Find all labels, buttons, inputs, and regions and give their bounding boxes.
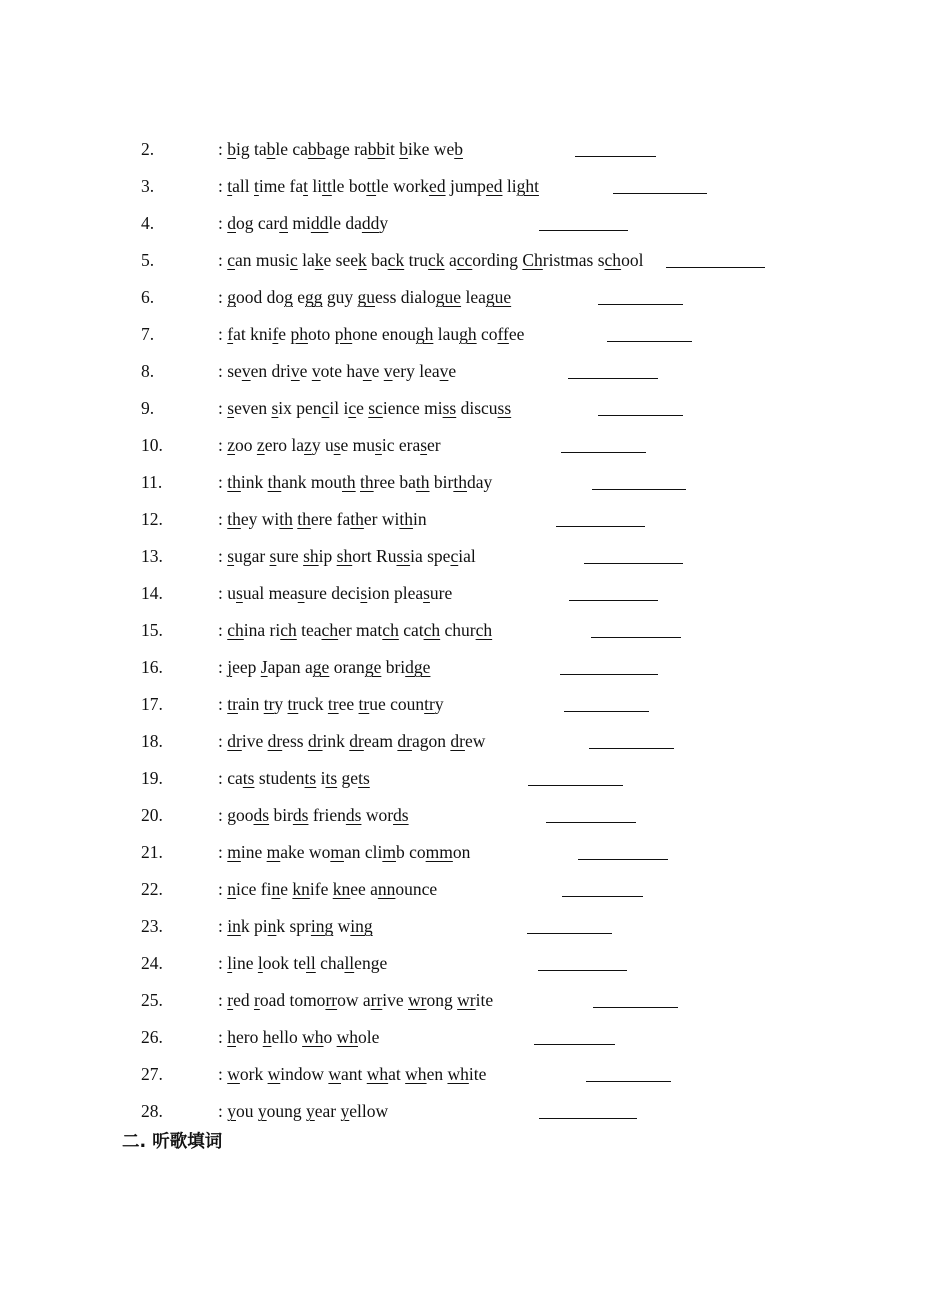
section-title: 二. 听歌填词 bbox=[122, 1132, 223, 1152]
item-number: 22. bbox=[141, 879, 163, 899]
highlighted-letters: gue bbox=[435, 287, 462, 307]
highlighted-letters: ts bbox=[304, 768, 317, 788]
highlighted-letters: dr bbox=[397, 731, 412, 751]
highlighted-letters: ing bbox=[350, 916, 373, 936]
example-words: : drive dress drink dream dragon drew bbox=[218, 731, 486, 751]
exercise-row bbox=[0, 763, 950, 793]
highlighted-letters: ph bbox=[334, 324, 353, 344]
highlighted-letters: th bbox=[267, 472, 282, 492]
item-number: 10. bbox=[141, 435, 163, 455]
highlighted-letters: v bbox=[439, 361, 449, 381]
highlighted-letters: k bbox=[358, 250, 367, 270]
highlighted-letters: ll bbox=[344, 953, 355, 973]
highlighted-letters: ll bbox=[306, 953, 316, 973]
item-number: 2. bbox=[141, 139, 155, 159]
highlighted-letters: ts bbox=[325, 768, 338, 788]
answer-blank[interactable] bbox=[607, 341, 692, 342]
highlighted-letters: ff bbox=[497, 324, 509, 344]
highlighted-letters: l bbox=[227, 953, 233, 973]
highlighted-letters: ss bbox=[497, 398, 512, 418]
highlighted-letters: th bbox=[227, 472, 241, 492]
highlighted-letters: s bbox=[236, 583, 243, 603]
exercise-row bbox=[0, 837, 950, 867]
item-number: 14. bbox=[141, 583, 163, 603]
exercise-row bbox=[0, 171, 950, 201]
highlighted-letters: k bbox=[314, 250, 324, 270]
answer-blank[interactable] bbox=[539, 1118, 637, 1119]
highlighted-letters: v bbox=[311, 361, 321, 381]
item-number: 21. bbox=[141, 842, 163, 862]
highlighted-letters: f bbox=[227, 324, 234, 344]
example-words: : zoo zero lazy use music eraser bbox=[218, 435, 441, 455]
exercise-row bbox=[0, 541, 950, 571]
item-number: 15. bbox=[141, 620, 163, 640]
exercise-row bbox=[0, 319, 950, 349]
answer-blank[interactable] bbox=[528, 785, 623, 786]
answer-blank[interactable] bbox=[569, 600, 658, 601]
highlighted-letters: b bbox=[227, 139, 236, 159]
example-words: : seven drive vote have very leave bbox=[218, 361, 457, 381]
exercise-row bbox=[0, 356, 950, 386]
highlighted-letters: z bbox=[227, 435, 236, 455]
highlighted-letters: ts bbox=[358, 768, 370, 788]
answer-blank[interactable] bbox=[546, 822, 636, 823]
example-words: : usual measure decision pleasure bbox=[218, 583, 453, 603]
highlighted-letters: ght bbox=[516, 176, 539, 196]
highlighted-letters: ch bbox=[423, 620, 441, 640]
exercise-row bbox=[0, 948, 950, 978]
answer-blank[interactable] bbox=[527, 933, 612, 934]
highlighted-letters: ds bbox=[292, 805, 309, 825]
highlighted-letters: th bbox=[297, 509, 311, 529]
example-words: : goods birds friends words bbox=[218, 805, 409, 825]
highlighted-letters: t bbox=[303, 176, 308, 196]
highlighted-letters: bb bbox=[307, 139, 326, 159]
highlighted-letters: y bbox=[306, 1101, 315, 1121]
example-words: : seven six pencil ice science miss discuss bbox=[218, 398, 512, 418]
example-words: : think thank mouth three bath birthday bbox=[218, 472, 493, 492]
highlighted-letters: gh bbox=[415, 324, 434, 344]
highlighted-letters: ing bbox=[310, 916, 334, 936]
highlighted-letters: rr bbox=[370, 990, 383, 1010]
highlighted-letters: gh bbox=[459, 324, 477, 344]
highlighted-letters: ck bbox=[428, 250, 445, 270]
highlighted-letters: Ch bbox=[522, 250, 543, 270]
highlighted-letters: z bbox=[304, 435, 312, 455]
highlighted-letters: wh bbox=[302, 1027, 324, 1047]
highlighted-letters: dge bbox=[405, 657, 431, 677]
highlighted-letters: c bbox=[321, 398, 330, 418]
highlighted-letters: ds bbox=[253, 805, 270, 825]
highlighted-letters: ss bbox=[442, 398, 457, 418]
highlighted-letters: s bbox=[420, 435, 428, 455]
example-words: : red road tomorrow arrive wrong write bbox=[218, 990, 494, 1010]
highlighted-letters: th bbox=[360, 472, 374, 492]
highlighted-letters: dr bbox=[307, 731, 323, 751]
highlighted-letters: ch bbox=[475, 620, 493, 640]
exercise-row bbox=[0, 1059, 950, 1089]
highlighted-letters: ge bbox=[312, 657, 330, 677]
example-words: : cats students its gets bbox=[218, 768, 370, 788]
exercise-row bbox=[0, 800, 950, 830]
highlighted-letters: b bbox=[399, 139, 409, 159]
highlighted-letters: ge bbox=[364, 657, 382, 677]
exercise-row bbox=[0, 1022, 950, 1052]
example-words: : you young year yellow bbox=[218, 1101, 389, 1121]
example-words: : fat knife photo phone enough laugh coffee bbox=[218, 324, 525, 344]
highlighted-letters: tr bbox=[263, 694, 275, 714]
exercise-row bbox=[0, 504, 950, 534]
highlighted-letters: b bbox=[454, 139, 463, 159]
highlighted-letters: ck bbox=[387, 250, 405, 270]
highlighted-letters: w bbox=[227, 1064, 240, 1084]
answer-blank[interactable] bbox=[591, 637, 681, 638]
highlighted-letters: c bbox=[227, 250, 236, 270]
highlighted-letters: s bbox=[333, 435, 341, 455]
highlighted-letters: h bbox=[227, 1027, 236, 1047]
highlighted-letters: c bbox=[450, 546, 459, 566]
item-number: 27. bbox=[141, 1064, 163, 1084]
highlighted-letters: v bbox=[241, 361, 251, 381]
highlighted-letters: ed bbox=[485, 176, 503, 196]
example-words: : china rich teacher match catch church bbox=[218, 620, 493, 640]
highlighted-letters: tr bbox=[227, 694, 238, 714]
highlighted-letters: y bbox=[227, 1101, 236, 1121]
highlighted-letters: s bbox=[423, 583, 430, 603]
item-number: 4. bbox=[141, 213, 155, 233]
highlighted-letters: bb bbox=[367, 139, 386, 159]
answer-blank[interactable] bbox=[561, 452, 646, 453]
item-number: 26. bbox=[141, 1027, 163, 1047]
example-words: : line look tell challenge bbox=[218, 953, 388, 973]
highlighted-letters: sh bbox=[336, 546, 353, 566]
answer-blank[interactable] bbox=[534, 1044, 615, 1045]
highlighted-letters: tr bbox=[424, 694, 435, 714]
highlighted-letters: j bbox=[227, 657, 233, 677]
item-number: 16. bbox=[141, 657, 163, 677]
item-number: 23. bbox=[141, 916, 163, 936]
highlighted-letters: ss bbox=[396, 546, 411, 566]
example-words: : nice fine knife knee announce bbox=[218, 879, 438, 899]
highlighted-letters: s bbox=[375, 435, 382, 455]
highlighted-letters: th bbox=[342, 472, 356, 492]
example-words: : work window want what when white bbox=[218, 1064, 487, 1084]
highlighted-letters: h bbox=[262, 1027, 272, 1047]
item-number: 11. bbox=[141, 472, 163, 492]
highlighted-letters: dr bbox=[450, 731, 465, 751]
exercise-row bbox=[0, 245, 950, 275]
highlighted-letters: d bbox=[227, 213, 236, 233]
example-words: : train try truck tree true country bbox=[218, 694, 444, 714]
example-words: : they with there father within bbox=[218, 509, 427, 529]
answer-blank[interactable] bbox=[589, 748, 674, 749]
highlighted-letters: d bbox=[279, 213, 288, 233]
example-words: : can music lake seek back truck according Christmas school bbox=[218, 250, 644, 270]
highlighted-letters: m bbox=[266, 842, 281, 862]
highlighted-letters: ch bbox=[280, 620, 297, 640]
highlighted-letters: n bbox=[227, 879, 236, 899]
answer-blank[interactable] bbox=[568, 378, 658, 379]
highlighted-letters: gg bbox=[305, 287, 323, 307]
example-words: : ink pink spring wing bbox=[218, 916, 373, 936]
highlighted-letters: tr bbox=[358, 694, 370, 714]
example-words: : hero hello who whole bbox=[218, 1027, 380, 1047]
answer-blank[interactable] bbox=[578, 859, 668, 860]
answer-blank[interactable] bbox=[562, 896, 643, 897]
highlighted-letters: c bbox=[289, 250, 298, 270]
example-words: : big table cabbage rabbit bike web bbox=[218, 139, 463, 159]
highlighted-letters: tr bbox=[287, 694, 299, 714]
highlighted-letters: ch bbox=[227, 620, 244, 640]
answer-blank[interactable] bbox=[666, 267, 765, 268]
highlighted-letters: m bbox=[227, 842, 241, 862]
highlighted-letters: dd bbox=[310, 213, 329, 233]
answer-blank[interactable] bbox=[586, 1081, 671, 1082]
highlighted-letters: gue bbox=[485, 287, 512, 307]
example-words: : jeep Japan age orange bridge bbox=[218, 657, 431, 677]
item-number: 18. bbox=[141, 731, 163, 751]
highlighted-letters: y bbox=[257, 1101, 267, 1121]
highlighted-letters: ds bbox=[393, 805, 409, 825]
highlighted-letters: s bbox=[227, 546, 235, 566]
answer-blank[interactable] bbox=[598, 415, 683, 416]
exercise-row bbox=[0, 467, 950, 497]
highlighted-letters: wh bbox=[336, 1027, 359, 1047]
example-words: : good dog egg guy guess dialogue league bbox=[218, 287, 512, 307]
highlighted-letters: kn bbox=[332, 879, 351, 899]
highlighted-letters: ph bbox=[290, 324, 308, 344]
exercise-row bbox=[0, 652, 950, 682]
highlighted-letters: th bbox=[415, 472, 430, 492]
highlighted-letters: s bbox=[271, 398, 279, 418]
highlighted-letters: kn bbox=[292, 879, 310, 899]
item-number: 5. bbox=[141, 250, 155, 270]
highlighted-letters: tt bbox=[322, 176, 332, 196]
highlighted-letters: w bbox=[328, 1064, 341, 1084]
highlighted-letters: tr bbox=[327, 694, 339, 714]
exercise-row bbox=[0, 578, 950, 608]
exercise-row bbox=[0, 134, 950, 164]
highlighted-letters: r bbox=[253, 990, 260, 1010]
highlighted-letters: sh bbox=[303, 546, 319, 566]
answer-blank[interactable] bbox=[598, 304, 683, 305]
item-number: 3. bbox=[141, 176, 155, 196]
highlighted-letters: th bbox=[279, 509, 293, 529]
exercise-row bbox=[0, 430, 950, 460]
highlighted-letters: w bbox=[267, 1064, 281, 1084]
highlighted-letters: rr bbox=[325, 990, 338, 1010]
highlighted-letters: r bbox=[227, 990, 234, 1010]
highlighted-letters: m bbox=[330, 842, 344, 862]
highlighted-letters: s bbox=[297, 583, 305, 603]
highlighted-letters: dr bbox=[227, 731, 242, 751]
item-number: 8. bbox=[141, 361, 155, 381]
highlighted-letters: v bbox=[383, 361, 393, 381]
highlighted-letters: wh bbox=[366, 1064, 389, 1084]
highlighted-letters: wh bbox=[447, 1064, 469, 1084]
highlighted-letters: wr bbox=[408, 990, 427, 1010]
highlighted-letters: wr bbox=[457, 990, 476, 1010]
highlighted-letters: s bbox=[269, 546, 277, 566]
highlighted-letters: ch bbox=[382, 620, 399, 640]
highlighted-letters: f bbox=[272, 324, 279, 344]
item-number: 19. bbox=[141, 768, 163, 788]
highlighted-letters: dd bbox=[361, 213, 380, 233]
exercise-row bbox=[0, 208, 950, 238]
highlighted-letters: th bbox=[399, 509, 413, 529]
item-number: 9. bbox=[141, 398, 155, 418]
item-number: 13. bbox=[141, 546, 163, 566]
highlighted-letters: in bbox=[227, 916, 241, 936]
item-number: 24. bbox=[141, 953, 163, 973]
highlighted-letters: t bbox=[227, 176, 233, 196]
highlighted-letters: g bbox=[227, 287, 236, 307]
answer-blank[interactable] bbox=[593, 1007, 678, 1008]
highlighted-letters: dr bbox=[267, 731, 283, 751]
highlighted-letters: tt bbox=[366, 176, 377, 196]
highlighted-letters: y bbox=[340, 1101, 350, 1121]
item-number: 12. bbox=[141, 509, 163, 529]
exercise-row bbox=[0, 1096, 950, 1126]
item-number: 6. bbox=[141, 287, 155, 307]
answer-blank[interactable] bbox=[556, 526, 645, 527]
highlighted-letters: g bbox=[284, 287, 293, 307]
highlighted-letters: th bbox=[227, 509, 241, 529]
answer-blank[interactable] bbox=[538, 970, 627, 971]
highlighted-letters: b bbox=[266, 139, 276, 159]
item-number: 7. bbox=[141, 324, 155, 344]
highlighted-letters: ts bbox=[242, 768, 255, 788]
example-words: : mine make woman climb common bbox=[218, 842, 471, 862]
answer-blank[interactable] bbox=[575, 156, 656, 157]
example-words: : dog card middle daddy bbox=[218, 213, 389, 233]
exercise-row bbox=[0, 985, 950, 1015]
exercise-row bbox=[0, 615, 950, 645]
highlighted-letters: ds bbox=[345, 805, 362, 825]
highlighted-letters: th bbox=[453, 472, 467, 492]
highlighted-letters: l bbox=[257, 953, 263, 973]
highlighted-letters: dr bbox=[349, 731, 364, 751]
highlighted-letters: th bbox=[350, 509, 364, 529]
highlighted-letters: t bbox=[254, 176, 259, 196]
example-words: : tall time fat little bottle worked jumped light bbox=[218, 176, 539, 196]
answer-blank[interactable] bbox=[560, 674, 658, 675]
highlighted-letters: J bbox=[260, 657, 268, 677]
highlighted-letters: v bbox=[362, 361, 372, 381]
item-number: 17. bbox=[141, 694, 163, 714]
answer-blank[interactable] bbox=[613, 193, 707, 194]
highlighted-letters: s bbox=[360, 583, 368, 603]
highlighted-letters: n bbox=[267, 916, 277, 936]
highlighted-letters: v bbox=[290, 361, 300, 381]
exercise-row bbox=[0, 874, 950, 904]
highlighted-letters: cc bbox=[456, 250, 473, 270]
answer-blank[interactable] bbox=[592, 489, 686, 490]
highlighted-letters: ed bbox=[429, 176, 446, 196]
item-number: 25. bbox=[141, 990, 163, 1010]
highlighted-letters: m bbox=[382, 842, 396, 862]
exercise-row bbox=[0, 726, 950, 756]
highlighted-letters: mm bbox=[425, 842, 453, 862]
highlighted-letters: n bbox=[271, 879, 281, 899]
highlighted-letters: z bbox=[256, 435, 265, 455]
exercise-row bbox=[0, 689, 950, 719]
highlighted-letters: gu bbox=[357, 287, 376, 307]
answer-blank[interactable] bbox=[584, 563, 683, 564]
exercise-row bbox=[0, 911, 950, 941]
item-number: 20. bbox=[141, 805, 163, 825]
exercise-row bbox=[0, 393, 950, 423]
exercise-row bbox=[0, 282, 950, 312]
highlighted-letters: s bbox=[227, 398, 235, 418]
example-words: : sugar sure ship short Russia special bbox=[218, 546, 476, 566]
answer-blank[interactable] bbox=[564, 711, 649, 712]
highlighted-letters: sc bbox=[368, 398, 383, 418]
highlighted-letters: ch bbox=[604, 250, 622, 270]
highlighted-letters: nn bbox=[377, 879, 396, 899]
answer-blank[interactable] bbox=[539, 230, 628, 231]
item-number: 28. bbox=[141, 1101, 163, 1121]
highlighted-letters: ch bbox=[321, 620, 339, 640]
highlighted-letters: wh bbox=[405, 1064, 427, 1084]
highlighted-letters: c bbox=[348, 398, 357, 418]
